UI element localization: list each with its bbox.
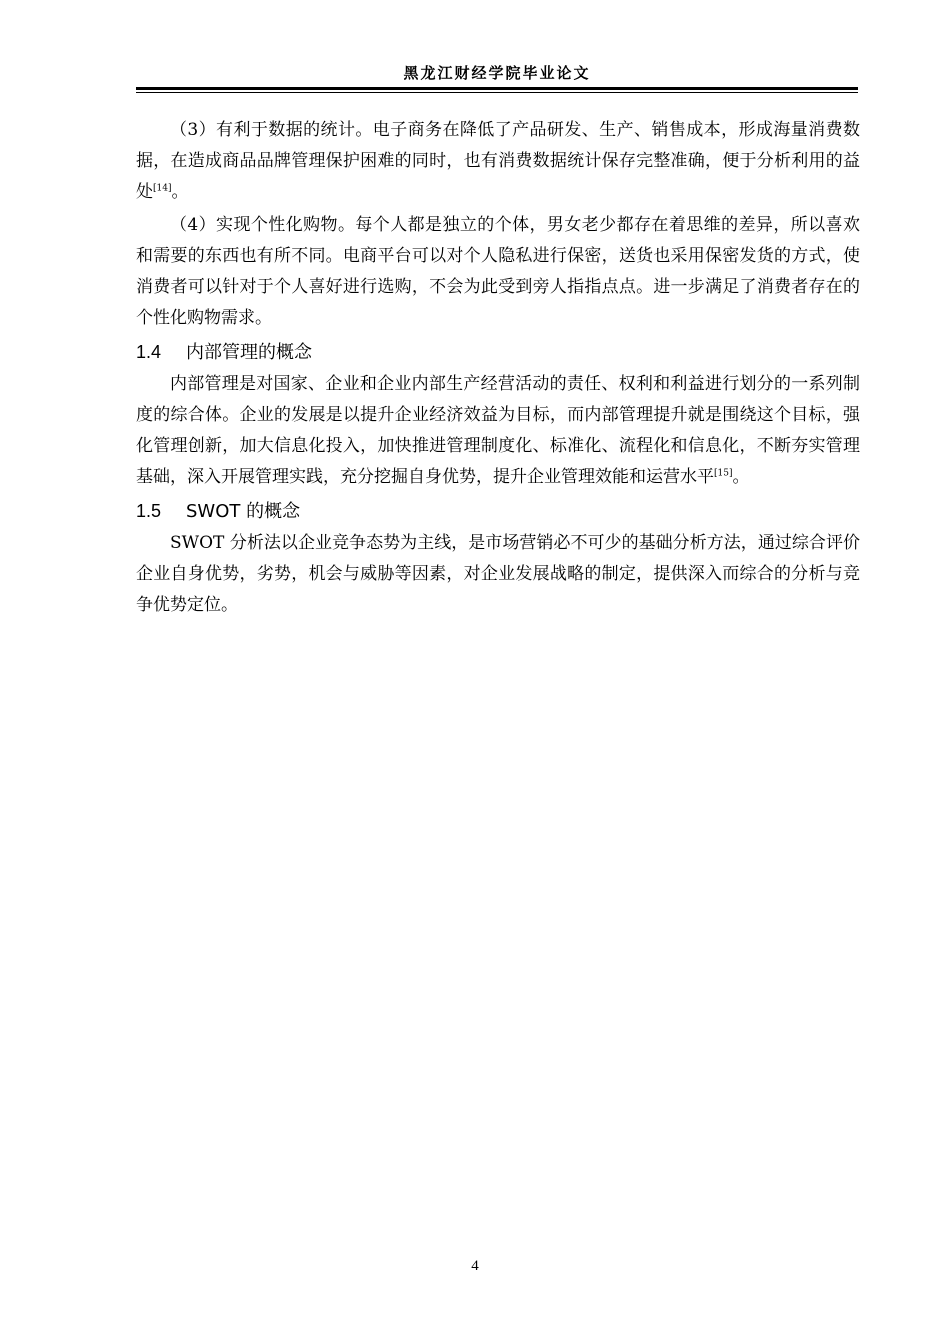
page-number: 4 <box>471 1258 479 1274</box>
section-number: 1.4 <box>136 342 162 362</box>
citation-14: [14] <box>153 183 172 194</box>
header-rule-thick <box>136 87 858 90</box>
paragraph-data-statistics <box>136 115 860 208</box>
paragraph-text: （3）有利于数据的统计。电子商务在降低了产品研发、生产、销售成本，形成海量消费数据，在造成商品品牌管理保护困难的同时，也有消费数据统计保存完整准确，便于分析利用的益处 <box>136 120 860 202</box>
paragraph-swot <box>136 528 860 621</box>
section-heading-1-4 <box>136 336 860 369</box>
paragraph-text: （4）实现个性化购物。每个人都是独立的个体，男女老少都存在着思维的差异，所以喜欢和需要的东西也有所不同。电商平台可以对个人隐私进行保密，送货也采用保密发货的方式，使消费者可以针对于个人喜好进行选购，不会为此受到旁人指指点点。进一步满足了消费者存在的个性化购物需求。 <box>136 215 860 328</box>
page-header-title: 黑龙江财经学院毕业论文 <box>403 64 591 82</box>
section-title: 内部管理的概念 <box>186 342 312 363</box>
paragraph-internal-management <box>136 369 860 493</box>
paragraph-text: 内部管理是对国家、企业和企业内部生产经营活动的责任、权利和利益进行划分的一系列制度的综合体。企业的发展是以提升企业经济效益为目标，而内部管理提升就是围绕这个目标，强化管理创新，加大信息化投入，加快推进管理制度化、标准化、流程化和信息化，不断夯实管理基础，深入开展管理实践，充分挖掘自身优势，提升企业管理效能和运营水平 <box>136 374 860 487</box>
paragraph-personalized-shopping <box>136 210 860 334</box>
citation-15: [15] <box>714 468 733 479</box>
document-body <box>136 115 860 623</box>
section-heading-1-5 <box>136 495 860 528</box>
section-title: SWOT 的概念 <box>186 501 301 522</box>
paragraph-tail: 。 <box>732 467 750 487</box>
header-rule-thin <box>136 92 858 93</box>
paragraph-text: SWOT 分析法以企业竞争态势为主线，是市场营销必不可少的基础分析方法，通过综合评价企业自身优势，劣势，机会与威胁等因素，对企业发展战略的制定，提供深入而综合的分析与竞争优势定位。 <box>136 533 860 615</box>
section-number: 1.5 <box>136 501 162 521</box>
paragraph-tail: 。 <box>171 182 189 202</box>
